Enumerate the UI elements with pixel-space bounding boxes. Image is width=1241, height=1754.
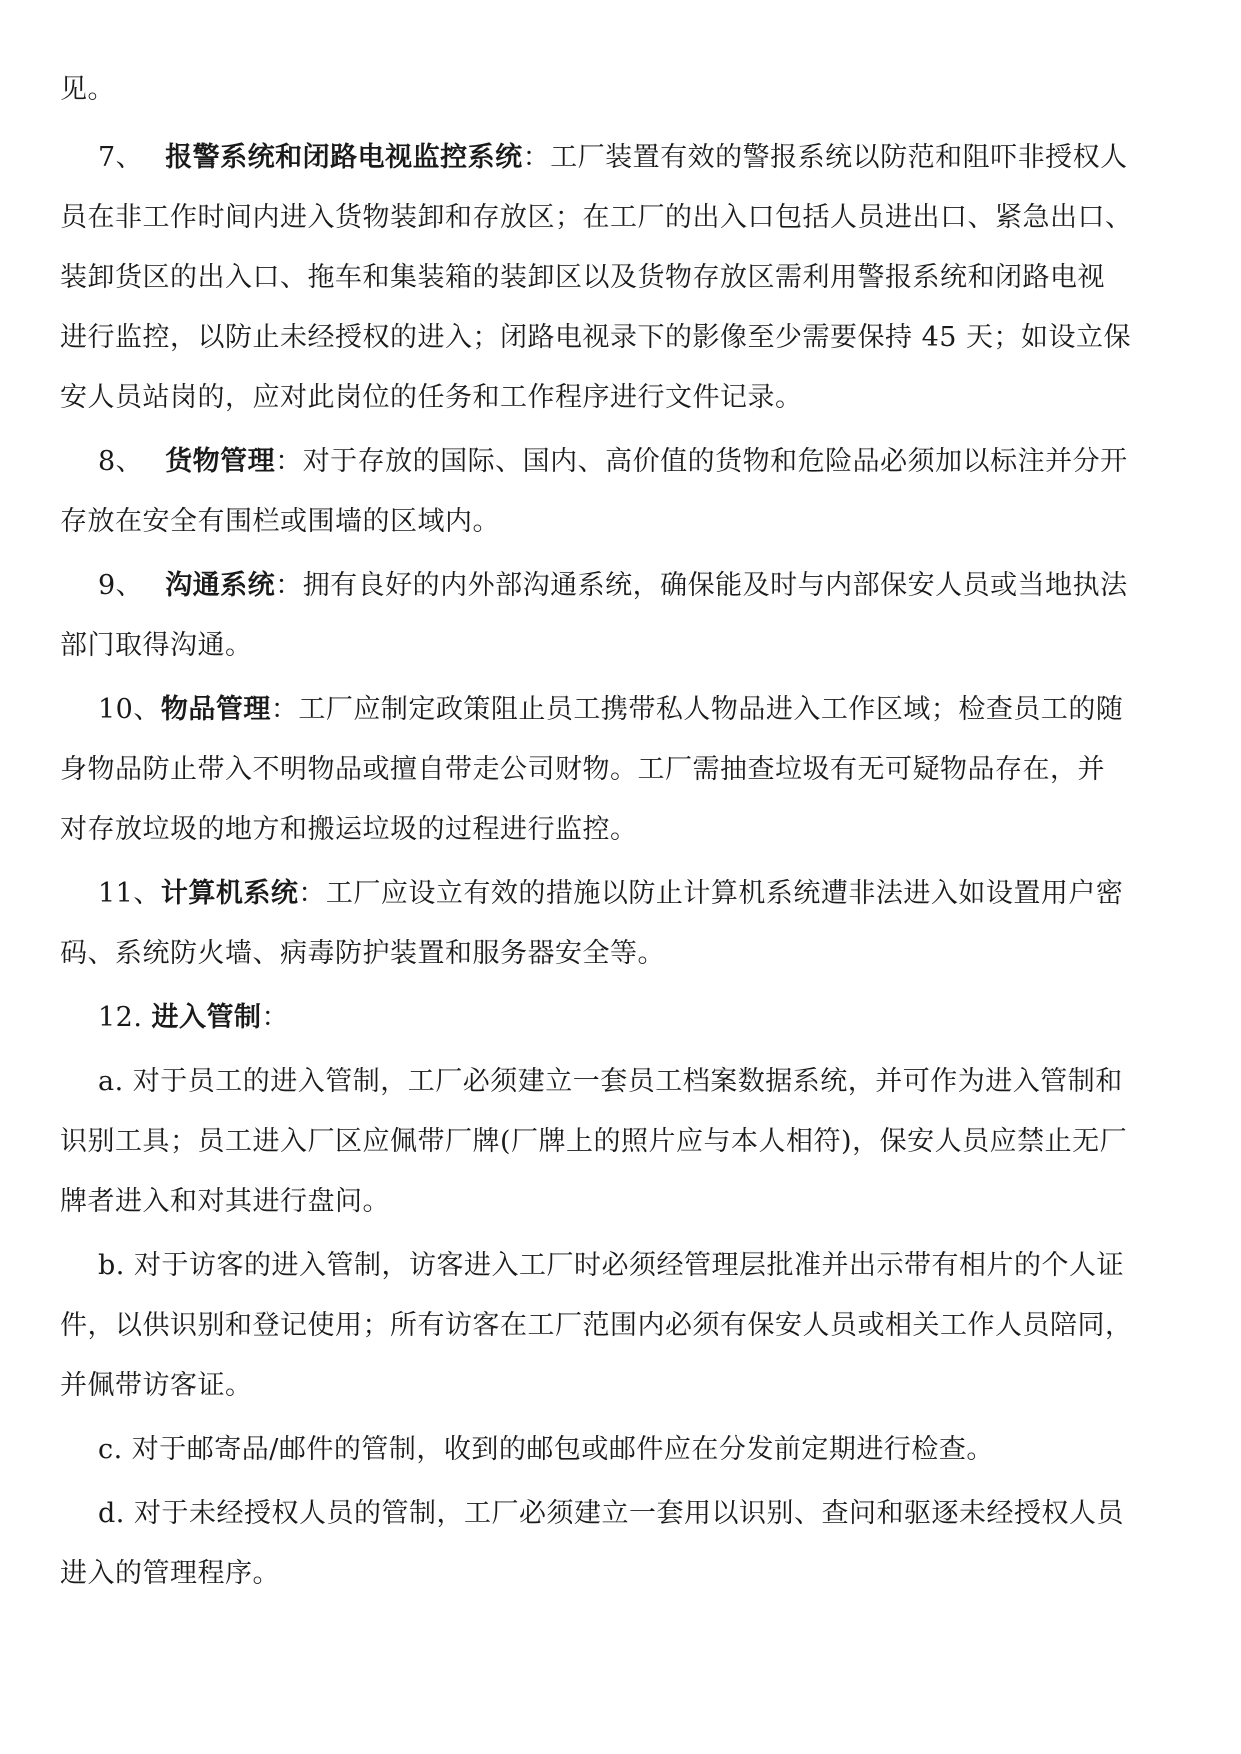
section-9-line-2: 部门取得沟通。 xyxy=(60,630,253,661)
section-7-line-4: 进行监控，以防止未经授权的进入；闭路电视录下的影像至少需要保持 45 天；如设立保 xyxy=(60,322,1132,353)
colon: ： xyxy=(275,570,303,601)
section-number: 11、 xyxy=(98,878,161,909)
item-b-line-2: 件，以供识别和登记使用；所有访客在工厂范围内必须有保安人员或相关工作人员陪同， xyxy=(60,1310,1133,1341)
section-text: 工厂应设立有效的措施以防止计算机系统遭非法进入如设置用户密 xyxy=(325,878,1124,909)
item-b-line-3: 并佩带访客证。 xyxy=(60,1370,253,1401)
section-text: 对于存放的国际、国内、高价值的货物和危险品必须加以标注并分开 xyxy=(302,446,1128,477)
section-title: 进入管制 xyxy=(151,1002,262,1033)
item-d-line-2: 进入的管理程序。 xyxy=(60,1558,280,1589)
section-7-line-3: 装卸货区的出入口、拖车和集装箱的装卸区以及货物存放区需利用警报系统和闭路电视 xyxy=(60,262,1105,293)
section-number: 7、 xyxy=(98,142,144,173)
section-9-line-1 xyxy=(98,566,1128,606)
colon: ： xyxy=(275,446,303,477)
item-a-line-2: 识别工具；员工进入厂区应佩带厂牌(厂牌上的照片应与本人相符)，保安人员应禁止无厂 xyxy=(60,1126,1128,1157)
section-10-line-3: 对存放垃圾的地方和搬运垃圾的过程进行监控。 xyxy=(60,814,638,845)
section-10-line-2: 身物品防止带入不明物品或擅自带走公司财物。工厂需抽查垃圾有无可疑物品存在，并 xyxy=(60,754,1105,785)
item-a-line-1: a. 对于员工的进入管制，工厂必须建立一套员工档案数据系统，并可作为进入管制和 xyxy=(98,1066,1123,1097)
colon: ： xyxy=(298,878,326,909)
section-7-line-5: 安人员站岗的，应对此岗位的任务和工作程序进行文件记录。 xyxy=(60,382,803,413)
item-a-line-3: 牌者进入和对其进行盘问。 xyxy=(60,1186,390,1217)
section-12-line-1 xyxy=(98,998,289,1038)
section-8-line-1 xyxy=(98,442,1128,482)
section-11-line-1 xyxy=(98,874,1123,914)
colon: ： xyxy=(522,142,551,173)
section-title: 沟通系统 xyxy=(165,570,276,601)
section-11-line-2: 码、系统防火墙、病毒防护装置和服务器安全等。 xyxy=(60,938,665,969)
section-number: 12. xyxy=(98,1002,152,1033)
section-text: 拥有良好的内外部沟通系统，确保能及时与内部保安人员或当地执法 xyxy=(302,570,1128,601)
section-number: 8、 xyxy=(98,446,144,477)
item-b-line-1: b. 对于访客的进入管制，访客进入工厂时必须经管理层批准并出示带有相片的个人证 xyxy=(98,1250,1124,1281)
section-title: 货物管理 xyxy=(165,446,276,477)
section-7-line-2: 员在非工作时间内进入货物装卸和存放区；在工厂的出入口包括人员进出口、紧急出口、 xyxy=(60,202,1133,233)
section-number: 10、 xyxy=(98,694,161,725)
section-number: 9、 xyxy=(98,570,144,601)
item-d-line-1: d. 对于未经授权人员的管制，工厂必须建立一套用以识别、查问和驱逐未经授权人员 xyxy=(98,1498,1124,1529)
section-text: 工厂装置有效的警报系统以防范和阻吓非授权人 xyxy=(550,142,1128,173)
section-title: 物品管理 xyxy=(160,694,271,725)
text-line: 见。 xyxy=(60,74,115,105)
colon: ： xyxy=(261,1002,290,1033)
section-title: 计算机系统 xyxy=(160,878,299,909)
section-7-line-1 xyxy=(98,138,1128,178)
section-title: 报警系统和闭路电视监控系统 xyxy=(165,142,523,173)
colon: ： xyxy=(270,694,299,725)
section-text: 工厂应制定政策阻止员工携带私人物品进入工作区域；检查员工的随 xyxy=(298,694,1124,725)
section-8-line-2: 存放在安全有围栏或围墙的区域内。 xyxy=(60,506,500,537)
section-10-line-1 xyxy=(98,690,1123,730)
item-c-line-1: c. 对于邮寄品/邮件的管制，收到的邮包或邮件应在分发前定期进行检查。 xyxy=(98,1434,994,1465)
